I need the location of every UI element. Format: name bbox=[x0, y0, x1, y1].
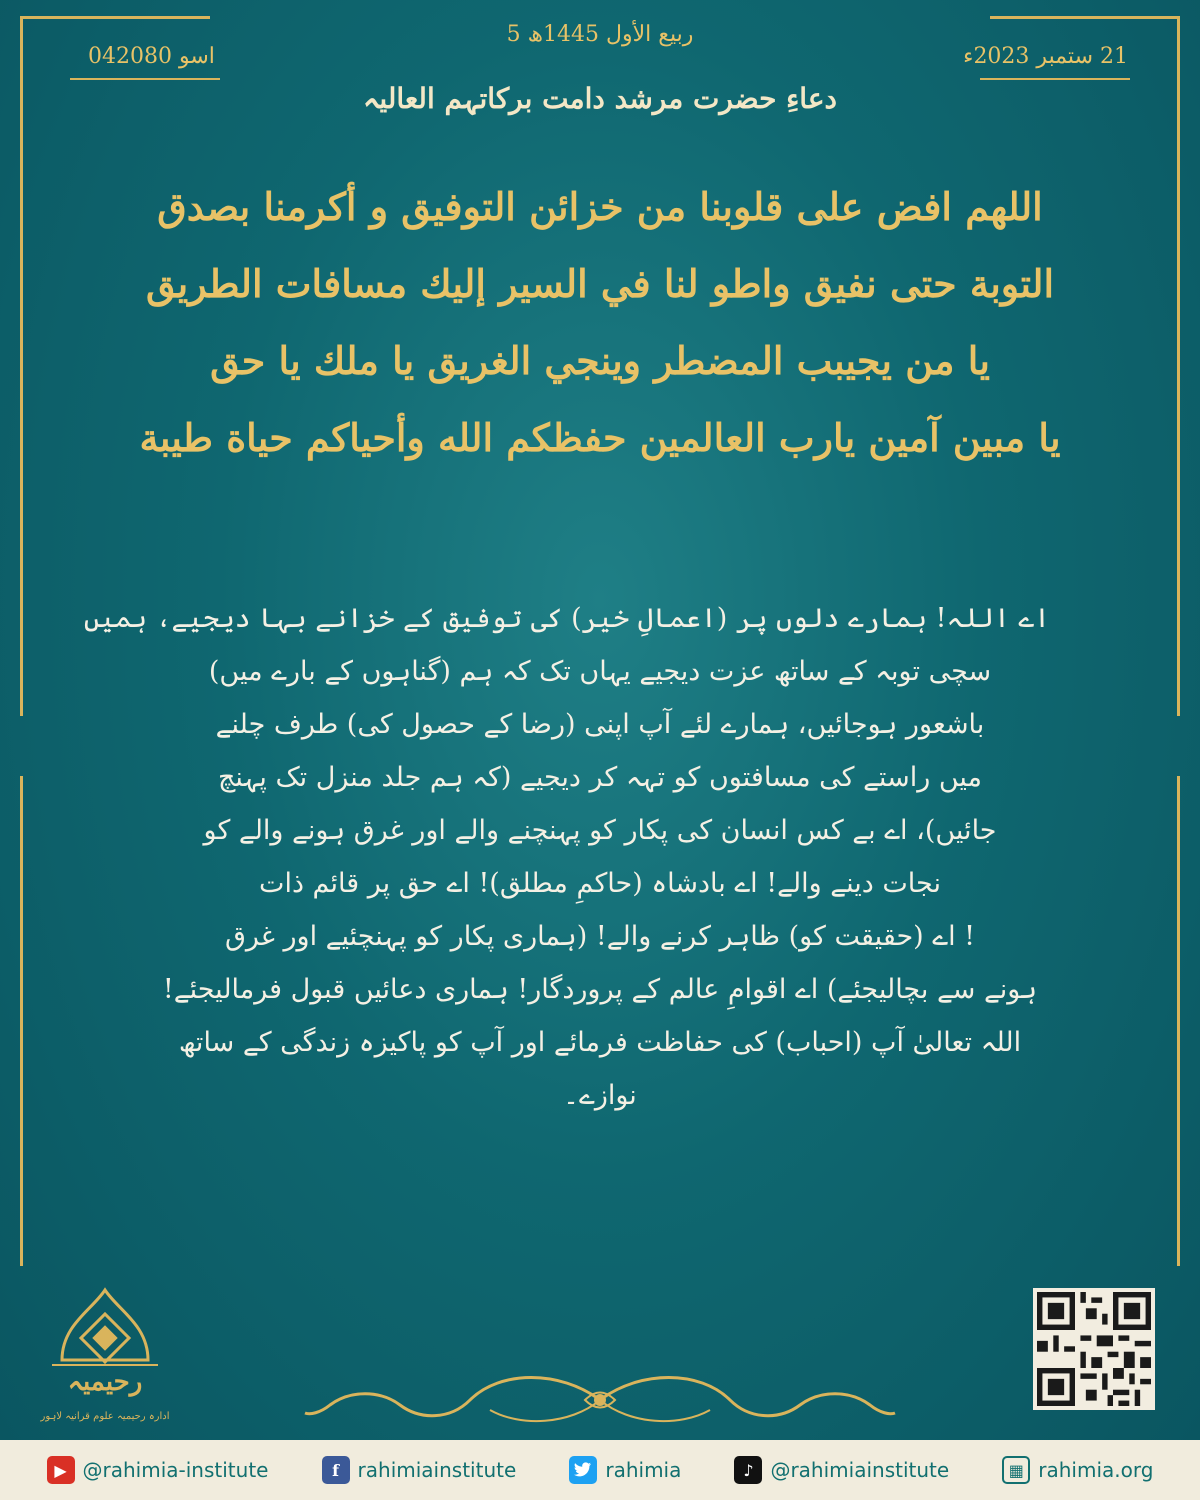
hijri-date: 5 ربیع الأول 1445ھ bbox=[506, 22, 694, 47]
urdu-line: اللہ تعالیٰ آپ (احباب) کی حفاظت فرمائے اور آپ کو پاکیزہ زندگی کے ساتھ bbox=[178, 1027, 1022, 1058]
footer-website[interactable] bbox=[1002, 1456, 1153, 1484]
footer-twitter[interactable] bbox=[569, 1456, 681, 1484]
ornament-divider-icon bbox=[300, 1365, 900, 1435]
tiktok-handle[interactable]: @rahimiainstitute bbox=[770, 1458, 950, 1482]
gregorian-date: 21 ستمبر 2023ء bbox=[963, 44, 1128, 69]
arabic-line: يا مبين آمين يارب العالمين حفظكم الله وأحياكم حياة طيبة bbox=[139, 415, 1061, 460]
frame-right-upper bbox=[1177, 16, 1180, 716]
footer-youtube[interactable] bbox=[47, 1456, 269, 1484]
frame-left-upper bbox=[20, 16, 23, 716]
dua-title: دعاءِ حضرت مرشد دامت برکاتہم العالیہ bbox=[362, 82, 838, 115]
urdu-line: نوازے۔ bbox=[563, 1080, 637, 1111]
arabic-dua bbox=[90, 168, 1110, 476]
frame-top-right bbox=[990, 16, 1180, 19]
facebook-handle[interactable]: rahimiainstitute bbox=[357, 1458, 517, 1482]
website-url[interactable]: rahimia.org bbox=[1038, 1458, 1154, 1482]
twitter-icon bbox=[569, 1456, 597, 1484]
logo-subtitle: ادارہ رحیمیہ علوم قرآنیہ لاہور bbox=[40, 1411, 170, 1422]
frame-left-lower bbox=[20, 776, 23, 1266]
urdu-line: نجات دینے والے! اے بادشاہ (حاکمِ مطلق)! اے حق پر قائم ذات bbox=[259, 868, 941, 899]
arabic-line: اللهم افض على قلوبنا من خزائن التوفيق و أكرمنا بصدق bbox=[157, 184, 1043, 229]
urdu-line: ہونے سے بچالیجئے) اے اقوامِ عالم کے پروردگار! ہماری دعائیں قبول فرمالیجئے! bbox=[162, 974, 1038, 1005]
rahimia-logo bbox=[40, 1285, 170, 1445]
urdu-translation bbox=[83, 592, 1050, 1122]
bikrami-date: 04اسو 2080 bbox=[88, 44, 215, 69]
youtube-handle[interactable]: @rahimia-institute bbox=[82, 1458, 269, 1482]
arabic-line: التوبة حتى نفيق واطو لنا في السير إليك مسافات الطريق bbox=[145, 261, 1055, 306]
facebook-icon: f bbox=[322, 1456, 350, 1484]
frame-top-left bbox=[20, 16, 210, 19]
qr-code[interactable] bbox=[1033, 1288, 1155, 1410]
header-underline-left bbox=[70, 78, 220, 80]
header-underline-right bbox=[980, 78, 1130, 80]
footer-facebook[interactable] bbox=[322, 1456, 517, 1484]
footer-social-bar bbox=[0, 1440, 1200, 1500]
frame-right-lower bbox=[1177, 776, 1180, 1266]
youtube-icon: ▶ bbox=[47, 1456, 75, 1484]
footer-tiktok[interactable] bbox=[734, 1456, 949, 1484]
tiktok-icon: ♪ bbox=[734, 1456, 762, 1484]
urdu-line: جائیں)، اے بے کس انسان کی پکار کو پہنچنے والے اور غرق ہونے والے کو bbox=[203, 815, 997, 846]
urdu-line: سچی توبہ کے ساتھ عزت دیجیے یہاں تک کہ ہم (گناہوں کے بارے میں) bbox=[208, 656, 992, 687]
web-icon: ▦ bbox=[1002, 1456, 1030, 1484]
urdu-line: باشعور ہوجائیں، ہمارے لئے آپ اپنی (رضا کے حصول کی) طرف چلنے bbox=[215, 709, 985, 740]
twitter-handle[interactable]: rahimia bbox=[605, 1458, 682, 1482]
urdu-line: ! اے (حقیقت کو) ظاہر کرنے والے! (ہماری پکار کو پہنچئیے اور غرق bbox=[224, 921, 976, 952]
arabic-line: يا من يجيبب المضطر وينجي الغريق يا ملك يا حق bbox=[210, 338, 990, 383]
qr-code-icon bbox=[1037, 1292, 1151, 1406]
urdu-line: اے اللہ! ہمارے دلوں پر (اعمالِ خیر) کی توفیق کے خزانے بہا دیجیے، ہمیں bbox=[83, 603, 1050, 634]
urdu-line: میں راستے کی مسافتوں کو تہہ کر دیجیے (کہ ہم جلد منزل تک پہنچ bbox=[218, 762, 982, 793]
logo-name: رحیمیہ bbox=[67, 1367, 143, 1397]
